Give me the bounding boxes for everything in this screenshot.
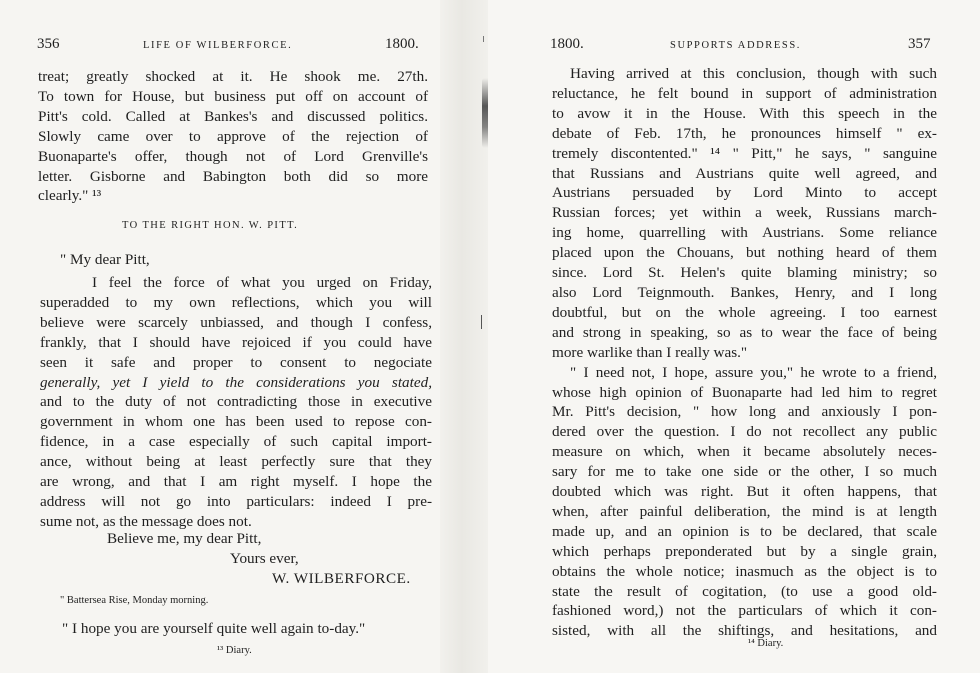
text-line: Buonaparte's offer, though not of Lord Grenville's <box>38 147 428 165</box>
text-line: and strong in speaking, so as to wear the face of being <box>552 323 937 341</box>
text-line: generally, yet I yield to the considerations you stated, <box>40 373 432 391</box>
gutter-mark <box>483 36 484 42</box>
text-line: state the result of cogitation, (to use a good old- <box>552 582 937 600</box>
text-line: dered over the question. I do not recollect any public <box>552 423 937 441</box>
letter-body <box>40 273 432 532</box>
text-line: when, after painful deliberation, the mind is at length <box>552 502 937 520</box>
salutation-text: " My dear Pitt, <box>60 251 150 268</box>
text-line: sary for me to take one side or the other, I so much <box>552 463 937 481</box>
closing-line: Believe me, my dear Pitt, <box>107 530 262 547</box>
right-running-title: SUPPORTS ADDRESS. <box>670 40 802 51</box>
text-line: Pitt's cold. Called at Bankes's and discussed politics. <box>38 107 428 125</box>
text-line: superadded to my own reflections, which you will <box>40 293 432 311</box>
text-line: reluctance, he felt bound in support of administration <box>552 84 937 102</box>
text-line: obtains the whole notice; inasmuch as the object is to <box>552 562 937 580</box>
right-footnote: ¹⁴ Diary. <box>748 638 784 649</box>
text-line: tremely discontented." ¹⁴ " Pitt," he says, " sanguine <box>552 144 937 162</box>
right-page <box>488 0 980 673</box>
text-line: believe were scarcely unbiassed, and though I confess, <box>40 313 432 331</box>
place-date: " Battersea Rise, Monday morning. <box>60 595 209 606</box>
text-line: doubtful, but on the whole agreeing. I too earnest <box>552 303 937 321</box>
text-line: since. Lord St. Helen's quite blaming ministry; so <box>552 264 937 282</box>
text-line: ing home, quarrelling with Austrians. Some reliance <box>552 224 937 242</box>
text-line: placed upon the Chouans, but nothing heard of them <box>552 244 937 262</box>
left-page-number: 356 <box>37 36 60 52</box>
text-line: To town for House, but business put off on account of <box>38 87 428 105</box>
text-line: which perhaps preponderated but by a single grain, <box>552 542 937 560</box>
text-line: Austrians persuaded by Lord Minto to accept <box>552 184 937 202</box>
signature: W. WILBERFORCE. <box>272 570 411 587</box>
gutter-mark <box>481 315 482 329</box>
text-line: treat; greatly shocked at it. He shook me. 27th. <box>38 68 428 85</box>
text-line: Having arrived at this conclusion, though with such <box>570 65 937 82</box>
text-line: sisted, with all the shiftings, and hesitations, and <box>552 622 937 640</box>
closing-yours: Yours ever, <box>230 550 299 567</box>
text-line: clearly." ¹³ <box>38 187 102 205</box>
text-line: Slowly came over to approve of the rejection of <box>38 127 428 145</box>
left-footnote: ¹³ Diary. <box>217 645 252 656</box>
left-page <box>0 0 440 673</box>
text-line: whose high opinion of Buonaparte had led him to regret <box>552 383 937 401</box>
left-running-title: LIFE OF WILBERFORCE. <box>143 40 293 51</box>
left-diary-text <box>38 67 428 206</box>
text-line: made up, and an opinion is to be declared, that scale <box>552 522 937 540</box>
book-gutter <box>440 0 488 673</box>
text-line: debate of Feb. 17th, he pronounces himself " ex- <box>552 124 937 142</box>
text-line: government in whom one has been used to repose con- <box>40 413 432 431</box>
text-line: Russian forces; yet within a week, Russians march- <box>552 204 937 222</box>
salutation <box>60 250 150 270</box>
text-line: doubted which was right. But it often happens, that <box>552 483 937 501</box>
text-line: fashioned word,) not the particulars of which it con- <box>552 602 937 620</box>
text-line: sume not, as the message does not. <box>40 512 252 530</box>
text-line: seen it safe and proper to consent to negociate <box>40 353 432 371</box>
text-line: address will not go into particulars: indeed I pre- <box>40 492 432 510</box>
text-line: " I need not, I hope, assure you," he wrote to a friend, <box>570 363 937 381</box>
text-line: ance, without being at least perfectly sure that they <box>40 453 432 471</box>
text-line: to avow it in the House. With this speech in the <box>552 104 937 122</box>
left-year: 1800. <box>385 36 419 52</box>
text-line: letter. Gisborne and Babington both did so more <box>38 167 428 185</box>
right-page-number: 357 <box>908 36 931 52</box>
postscript: " I hope you are yourself quite well again to-day." <box>62 620 366 637</box>
right-year: 1800. <box>550 36 584 52</box>
text-line: more warlike than I really was." <box>552 343 748 361</box>
letter-heading: TO THE RIGHT HON. W. PITT. <box>122 220 299 231</box>
text-line: measure on which, when it became absolutely neces- <box>552 443 937 461</box>
text-line: and to the duty of not contradicting those in executive <box>40 393 432 411</box>
right-paragraph-1 <box>552 64 937 641</box>
text-line: frankly, that I should have rejoiced if you could have <box>40 333 432 351</box>
text-line: that Russians and Austrians quite well agreed, and <box>552 164 937 182</box>
text-line: also Lord Teignmouth. Bankes, Henry, and I long <box>552 283 937 301</box>
text-line: are wrong, and that I am right myself. I hope the <box>40 473 432 491</box>
text-line: I feel the force of what you urged on Friday, <box>92 274 432 291</box>
text-line: fidence, in a case especially of such capital import- <box>40 433 432 451</box>
text-line: Mr. Pitt's decision, " how long and anxiously I pon- <box>552 403 937 421</box>
